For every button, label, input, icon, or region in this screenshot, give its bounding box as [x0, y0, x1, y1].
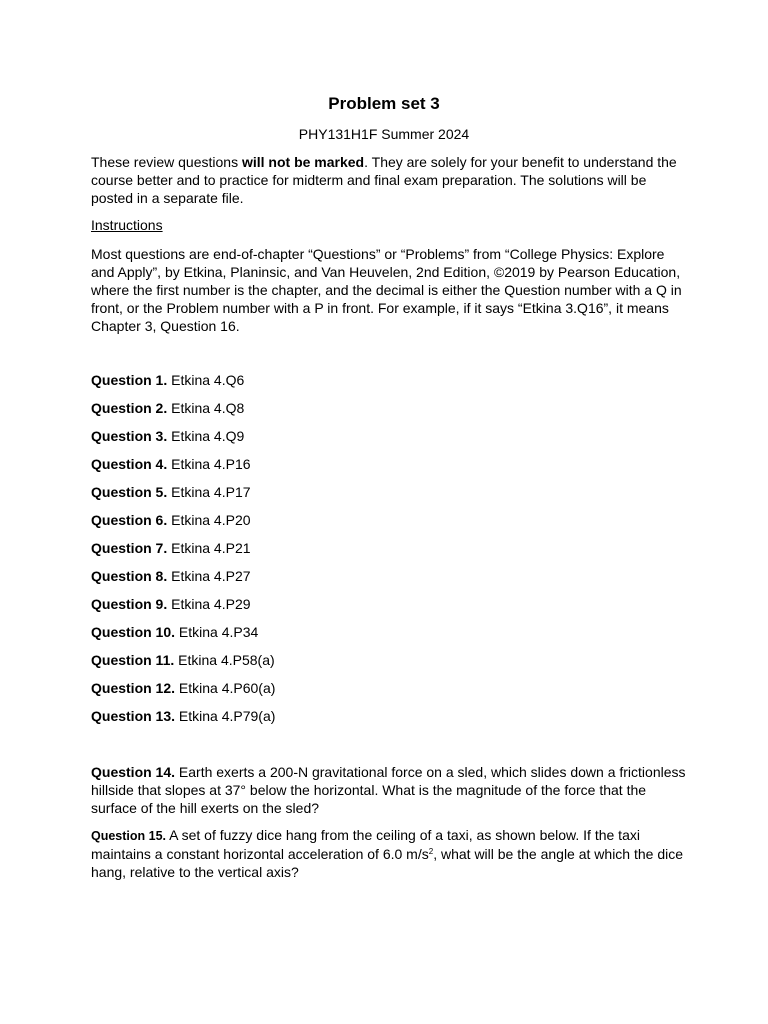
question-item — [91, 511, 686, 539]
question-label: Question 9. — [91, 596, 168, 612]
question-item — [91, 679, 686, 707]
question-text: Etkina 4.P58(a) — [174, 652, 275, 668]
question-text: Etkina 4.P34 — [175, 624, 259, 640]
question-text-post: , what will be the angle at which the dice hang, relative to the vertical axis? — [91, 846, 684, 880]
question-label: Question 1. — [91, 372, 168, 388]
intro-text-post: . They are solely for your benefit to understand the course better and to practice for midterm and final exam preparation. The solutions will be posted in a separate file. — [91, 154, 677, 206]
instructions-paragraph: Most questions are end-of-chapter “Questions” or “Problems” from “College Physics: Explore and Apply”, by Etkina, Planinsic, and Van Heuvelen, 2nd Edition, ©2019 by Pearson Education, where the first number is the chapter, and the decimal is either the Question number with a Q in front, or the Problem number with a P in front. For example, if it says “Etkina 3.Q16”, it means Chapter 3, Question 16. — [91, 246, 682, 334]
question-text: Etkina 4.P17 — [167, 484, 251, 500]
question-label: Question 8. — [91, 568, 168, 584]
question-item — [91, 651, 686, 679]
superscript-exponent: 2 — [428, 847, 434, 856]
question-label: Question 4. — [91, 456, 168, 472]
question-text: Earth exerts a 200-N gravitational force on a sled, which slides down a frictionless hillside that slopes at 37° below the horizontal. What is the magnitude of the force that the surface of the hill exerts on the sled? — [91, 764, 686, 816]
intro-text-pre: These review questions — [91, 154, 242, 170]
question-item — [91, 427, 686, 455]
question-text: Etkina 4.P16 — [167, 456, 251, 472]
question-text: Etkina 4.P29 — [167, 596, 251, 612]
instructions-heading: Instructions — [91, 217, 163, 233]
question-item — [91, 483, 686, 511]
question-text: Etkina 4.Q6 — [167, 372, 245, 388]
question-item — [91, 595, 686, 623]
question-label: Question 5. — [91, 484, 168, 500]
question-text: Etkina 4.Q9 — [167, 428, 245, 444]
question-item — [91, 455, 686, 483]
question-label: Question 3. — [91, 428, 168, 444]
question-label: Question 10. — [91, 624, 176, 640]
question-item — [91, 399, 686, 427]
question-text-pre: A set of fuzzy dice hang from the ceiling of a taxi, as shown below. If the taxi maintains a constant horizontal acceleration of 6.0 m/s — [91, 827, 640, 862]
question-label: Question 6. — [91, 512, 168, 528]
question-text: Etkina 4.P20 — [167, 512, 251, 528]
question-label: Question 7. — [91, 540, 168, 556]
question-label: Question 2. — [91, 400, 168, 416]
question-list — [91, 371, 686, 735]
question-text: Etkina 4.Q8 — [167, 400, 245, 416]
course-subtitle: PHY131H1F Summer 2024 — [298, 126, 470, 142]
question-text: Etkina 4.P60(a) — [175, 680, 276, 696]
question-text: Etkina 4.P79(a) — [175, 708, 276, 724]
intro-paragraph — [91, 153, 686, 207]
question-text: Etkina 4.P27 — [167, 568, 251, 584]
question-15 — [91, 826, 686, 881]
question-label: Question 11. — [91, 652, 175, 668]
question-label: Question 14. — [91, 764, 176, 780]
question-item — [91, 371, 686, 399]
page-title: Problem set 3 — [328, 94, 440, 113]
intro-text-bold: will not be marked — [241, 154, 365, 170]
question-item — [91, 707, 686, 735]
question-14 — [91, 763, 686, 817]
question-item — [91, 567, 686, 595]
question-item — [91, 623, 686, 651]
question-item — [91, 539, 686, 567]
question-label: Question 13. — [91, 708, 176, 724]
question-label: Question 12. — [91, 680, 176, 696]
question-label: Question 15. — [91, 829, 167, 843]
question-text: Etkina 4.P21 — [167, 540, 251, 556]
